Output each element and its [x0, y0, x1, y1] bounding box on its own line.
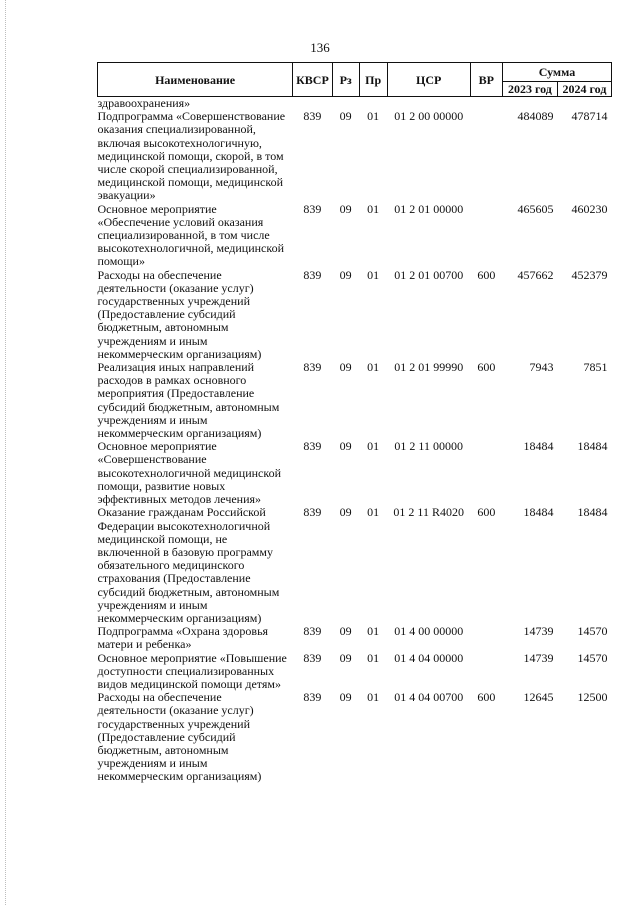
row-rz: 09: [339, 109, 352, 124]
row-sum-2024: 12500: [577, 690, 608, 705]
row-name: Основное мероприятие «Совершенствование высокотехнологичной медицинской помощи, развитие новых эффективных методов лечения»: [97, 439, 282, 507]
row-sum-2023: 457662: [517, 267, 554, 282]
row-sum-2024: 460230: [571, 201, 608, 216]
row-sum-2024: 18484: [577, 439, 608, 454]
row-name: Расходы на обеспечение деятельности (оказание услуг) государственных учреждений (Предоставление субсидий бюджетным, автономным учреждениям и иным некоммерческим организациям): [97, 267, 262, 361]
table-row: [98, 269, 612, 361]
row-vr: 600: [477, 690, 496, 705]
row-kvsr: 839: [303, 360, 322, 375]
header-rz: Рз: [332, 63, 359, 97]
row-rz: 09: [339, 505, 352, 520]
budget-table: [97, 62, 612, 784]
row-pr: [359, 97, 387, 111]
row-pr: 01: [367, 624, 380, 639]
row-vr: [470, 203, 502, 269]
table-row: [98, 506, 612, 625]
row-rz: 09: [339, 360, 352, 375]
row-pr: 01: [367, 650, 380, 665]
row-csr: 01 2 01 00000: [394, 201, 464, 216]
row-csr: [387, 97, 470, 111]
header-vr: ВР: [470, 63, 502, 97]
header-pr: Пр: [359, 63, 387, 97]
row-csr: 01 2 11 R4020: [393, 505, 464, 520]
header-year-2023: 2023 год: [502, 82, 557, 97]
row-rz: 09: [339, 439, 352, 454]
row-csr: 01 2 11 00000: [394, 439, 463, 454]
row-csr: 01 2 00 00000: [394, 109, 464, 124]
row-kvsr: 839: [303, 439, 322, 454]
row-pr: 01: [367, 439, 380, 454]
header-sum: Сумма: [502, 63, 611, 82]
row-kvsr: 839: [303, 267, 322, 282]
row-rz: 09: [339, 267, 352, 282]
row-sum-2023: 14739: [523, 650, 554, 665]
row-pr: 01: [367, 109, 380, 124]
row-sum-2024: 14570: [577, 650, 608, 665]
row-sum-2024: [557, 97, 611, 111]
row-csr: 01 4 04 00000: [394, 650, 464, 665]
table-header: [98, 63, 612, 97]
row-vr: [470, 440, 502, 506]
row-rz: 09: [339, 201, 352, 216]
page-edge: [5, 0, 7, 905]
row-sum-2024: 478714: [571, 109, 608, 124]
row-vr: [470, 97, 502, 111]
row-pr: 01: [367, 690, 380, 705]
row-csr: 01 2 01 99990: [394, 360, 464, 375]
row-sum-2023: 465605: [517, 201, 554, 216]
row-sum-2023: 18484: [523, 439, 554, 454]
row-vr: [470, 110, 502, 202]
table-row: [98, 652, 612, 692]
row-csr: 01 4 04 00700: [394, 690, 464, 705]
row-sum-2024: 7851: [583, 360, 608, 375]
table-row: [98, 691, 612, 783]
row-vr: 600: [477, 505, 496, 520]
row-kvsr: 839: [303, 201, 322, 216]
row-kvsr: 839: [303, 505, 322, 520]
table-row: [98, 110, 612, 202]
row-sum-2024: 452379: [571, 267, 608, 282]
row-sum-2023: 18484: [523, 505, 554, 520]
header-year-2024: 2024 год: [557, 82, 611, 97]
row-rz: 09: [339, 624, 352, 639]
row-rz: 09: [339, 650, 352, 665]
row-kvsr: 839: [303, 109, 322, 124]
row-kvsr: 839: [303, 690, 322, 705]
header-kvsr: КВСР: [293, 63, 332, 97]
row-name: Основное мероприятие «Повышение доступности специализированных видов медицинской помощи детям»: [97, 650, 287, 691]
table-row: [98, 361, 612, 440]
page-number: 136: [310, 40, 330, 55]
row-sum-2023: 484089: [517, 109, 554, 124]
table-row: [98, 440, 612, 506]
table-row: [98, 625, 612, 651]
row-csr: 01 4 00 00000: [394, 624, 464, 639]
row-sum-2023: [502, 97, 557, 111]
row-name: Расходы на обеспечение деятельности (оказание услуг) государственных учреждений (Предоставление субсидий бюджетным, автономным учреждениям и иным некоммерческим организациям): [97, 690, 262, 784]
row-sum-2023: 12645: [523, 690, 554, 705]
row-name: Реализация иных направлений расходов в рамках основного мероприятия (Предоставление субсидий бюджетным, автономным учреждениям и иным некоммерческим организациям): [97, 360, 280, 441]
row-kvsr: 839: [303, 650, 322, 665]
table-row: [98, 203, 612, 269]
row-vr: [470, 652, 502, 692]
row-sum-2023: 7943: [529, 360, 554, 375]
header-csr: ЦСР: [387, 63, 470, 97]
row-pr: 01: [367, 360, 380, 375]
row-pr: 01: [367, 505, 380, 520]
row-vr: 600: [477, 267, 496, 282]
row-rz: [332, 97, 359, 111]
row-name: Оказание гражданам Российской Федерации высокотехнологичной медицинской помощи, не включенной в базовую программу обязательного медицинского страхования (Предоставление субсидий бюджетным, автономным учреждениям и иным некоммерческим организациям): [97, 505, 280, 625]
row-name: Основное мероприятие «Обеспечение условий оказания специализированной, в том числе высокотехнологичной, медицинской помощи»: [97, 201, 285, 269]
row-sum-2024: 14570: [577, 624, 608, 639]
row-sum-2023: 14739: [523, 624, 554, 639]
row-vr: 600: [477, 360, 496, 375]
row-csr: 01 2 01 00700: [394, 267, 464, 282]
row-name: Подпрограмма «Охрана здоровья матери и ребенка»: [97, 624, 269, 652]
header-name: Наименование: [98, 63, 293, 97]
row-kvsr: 839: [303, 624, 322, 639]
row-pr: 01: [367, 267, 380, 282]
row-name: здравоохранения»: [97, 96, 191, 110]
table-body: [98, 97, 612, 784]
row-name: Подпрограмма «Совершенствование оказания специализированной, включая высокотехнологичную, медицинской помощи, скорой, в том числе скорой специализированной, медицинской помощи, медицинской эвакуации»: [97, 109, 286, 203]
row-rz: 09: [339, 690, 352, 705]
row-sum-2024: 18484: [577, 505, 608, 520]
table-row: [98, 97, 612, 111]
row-pr: 01: [367, 201, 380, 216]
row-kvsr: [293, 97, 332, 111]
row-vr: [470, 625, 502, 651]
